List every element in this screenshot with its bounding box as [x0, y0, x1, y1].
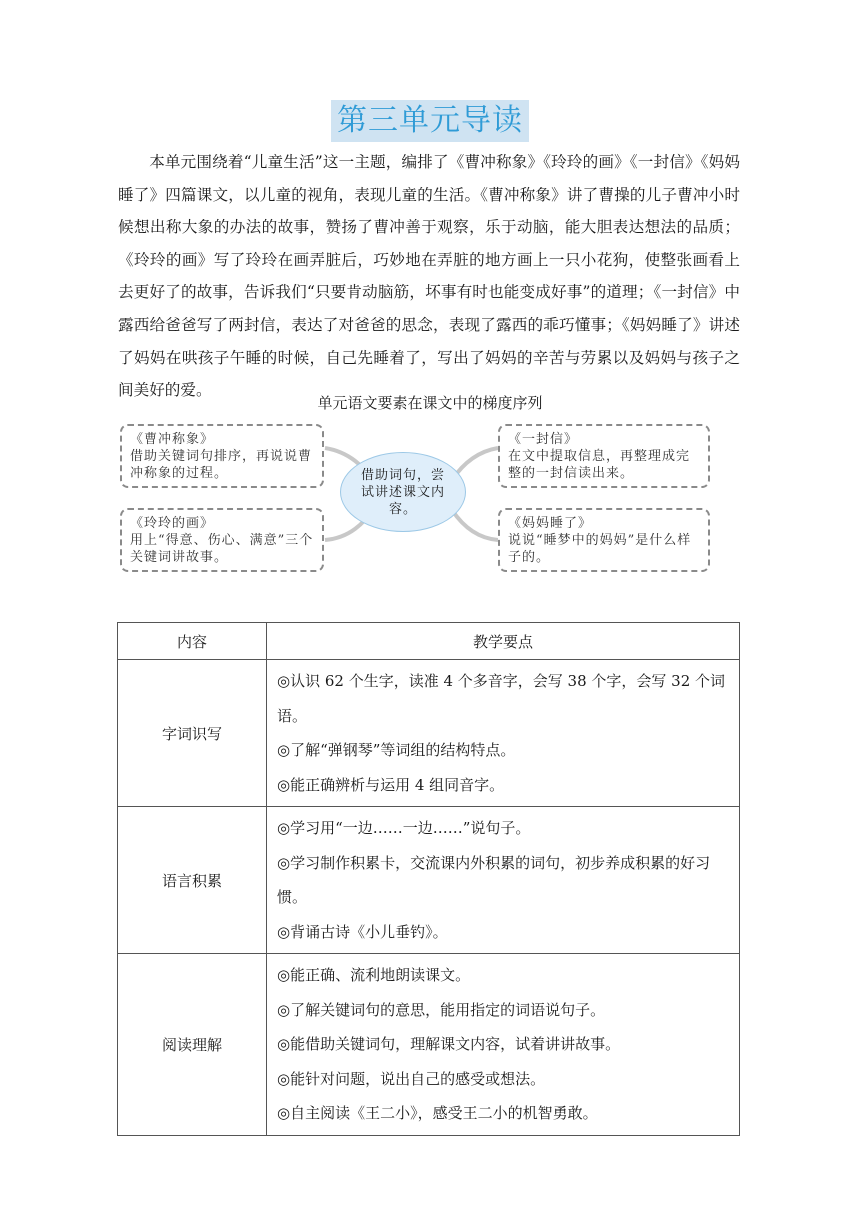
- teaching-point: ◎学习制作积累卡，交流课内外积累的词句，初步养成积累的好习惯。: [277, 853, 711, 906]
- row-category: 字词识写: [118, 660, 267, 807]
- teaching-point: ◎能正确辨析与运用 4 组同音字。: [277, 775, 505, 794]
- page-title: 第三单元导读: [331, 100, 529, 142]
- header-content: 内容: [118, 623, 267, 660]
- table-row: [118, 660, 740, 807]
- row-category: 语言积累: [118, 807, 267, 954]
- box-yi-feng-xin: [498, 424, 710, 488]
- box-ma-ma-shui-le-text: 《妈妈睡了》 说说“睡梦中的妈妈”是什么样子的。: [508, 516, 692, 565]
- connector-bottom-right: [452, 510, 498, 540]
- teaching-point: ◎了解“弹钢琴”等词组的结构特点。: [277, 741, 516, 759]
- table-header-row: [118, 623, 740, 660]
- teaching-point: ◎能针对问题，说出自己的感受或想法。: [277, 1069, 546, 1088]
- box-ling-ling-text: 《玲玲的画》 用上“得意、伤心、满意”三个关键词讲故事。: [130, 516, 314, 565]
- row-points: [267, 807, 740, 954]
- teaching-point: ◎能正确、流利地朗读课文。: [277, 966, 471, 984]
- table-row: [118, 954, 740, 1136]
- box-ma-ma-shui-le: [498, 508, 710, 572]
- box-cao-chong: [120, 424, 324, 488]
- intro-paragraph: 本单元围绕着“儿童生活”这一主题，编排了《曹冲称象》《玲玲的画》《一封信》《妈妈睡了》四篇课文，以儿童的视角，表现儿童的生活。《曹冲称象》讲了曹操的儿子曹冲小时候想出称大象的办法的故事，赞扬了曹冲善于观察，乐于动脑，能大胆表达想法的品质；《玲玲的画》写了玲玲在画弄脏后，巧妙地在弄脏的地方画上一只小花狗，使整张画看上去更好了的故事，告诉我们“只要肯动脑筋，坏事有时也能变成好事”的道理；《一封信》中露西给爸爸写了两封信，表达了对爸爸的思念，表现了露西的乖巧懂事；《妈妈睡了》讲述了妈妈在哄孩子午睡的时候，自己先睡着了，写出了妈妈的辛苦与劳累以及妈妈与孩子之间美好的爱。: [118, 153, 740, 400]
- teaching-point: ◎背诵古诗《小儿垂钓》。: [277, 922, 448, 941]
- diagram-center-text: 借助词句，尝试讲述课文内容。: [360, 467, 445, 517]
- teaching-point: ◎自主阅读《王二小》，感受王二小的机智勇敢。: [277, 1104, 598, 1122]
- table-row: [118, 807, 740, 954]
- teaching-point: ◎学习用“一边……一边……”说句子。: [277, 819, 531, 837]
- header-teaching-points: 教学要点: [267, 623, 740, 660]
- row-points: [267, 954, 740, 1136]
- diagram-title: 单元语文要素在课文中的梯度序列: [317, 394, 543, 412]
- row-points: [267, 660, 740, 807]
- row-category: 阅读理解: [118, 954, 267, 1136]
- box-ling-ling: [120, 508, 324, 572]
- teaching-point: ◎认识 62 个生字，读准 4 个多音字，会写 38 个字，会写 32 个词语。: [277, 672, 726, 725]
- teaching-point: ◎能借助关键词句，理解课文内容，试着讲讲故事。: [277, 1035, 621, 1053]
- teaching-point: ◎了解关键词句的意思，能用指定的词语说句子。: [277, 1000, 606, 1019]
- box-yi-feng-xin-text: 《一封信》 在文中提取信息，再整理成完整的一封信读出来。: [508, 432, 691, 481]
- box-cao-chong-text: 《曹冲称象》 借助关键词句排序，再说说曹冲称象的过程。: [130, 432, 313, 481]
- teaching-points-table: [117, 622, 740, 1136]
- diagram-center-ellipse: [340, 452, 466, 532]
